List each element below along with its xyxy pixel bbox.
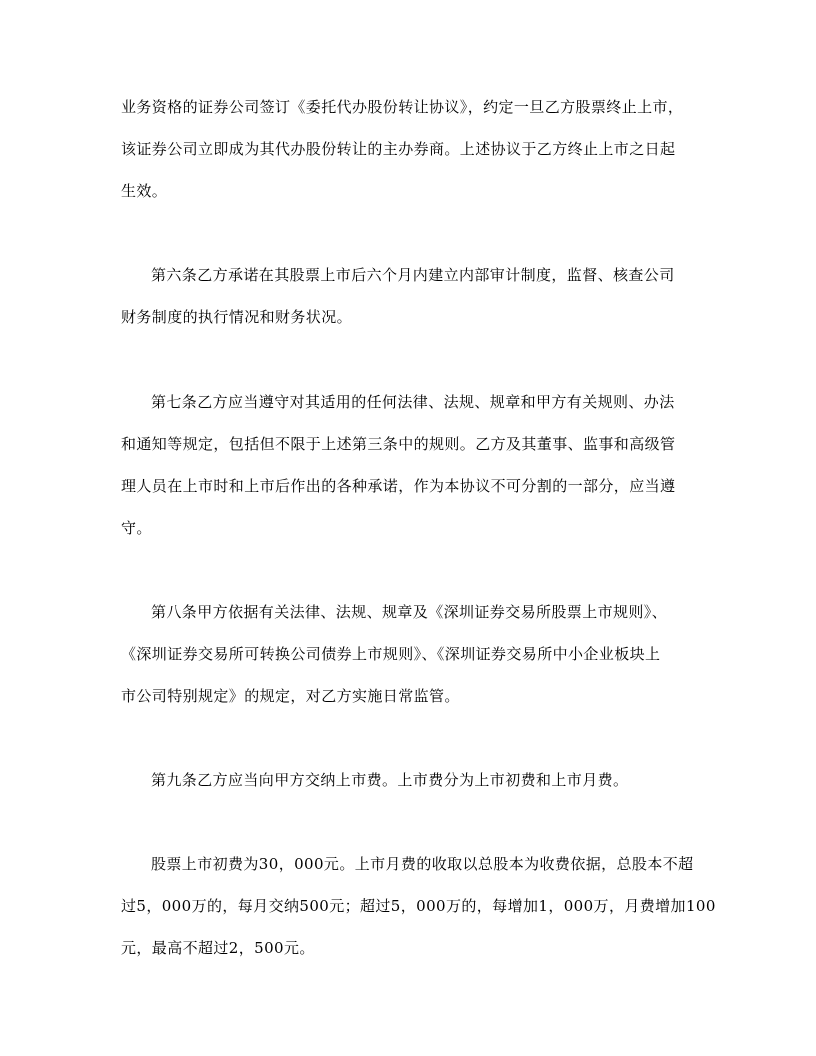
paragraph-line: 业务资格的证券公司签订《委托代办股份转让协议》，约定一旦乙方股票终止上市， bbox=[121, 98, 684, 116]
paragraph-line: 该证券公司立即成为其代办股份转让的主办券商。上述协议于乙方终止上市之日起 bbox=[121, 140, 676, 158]
paragraph-line: 元，最高不超过2，500元。 bbox=[121, 939, 315, 957]
paragraph-line: 第八条甲方依据有关法律、法规、规章及《深圳证券交易所股票上市规则》、 bbox=[151, 603, 668, 621]
paragraph-line: 生效。 bbox=[121, 182, 168, 200]
paragraph-line: 过5，000万的，每月交纳500元；超过5，000万的，每增加1，000万，月费增加100 bbox=[121, 897, 716, 915]
paragraph-line: 市公司特别规定》的规定，对乙方实施日常监管。 bbox=[121, 687, 460, 705]
paragraph-line: 股票上市初费为30，000元。上市月费的收取以总股本为收费依据，总股本不超 bbox=[151, 855, 694, 873]
paragraph-line: 理人员在上市时和上市后作出的各种承诺，作为本协议不可分割的一部分，应当遵 bbox=[121, 477, 676, 495]
paragraph-line: 第六条乙方承诺在其股票上市后六个月内建立内部审计制度，监督、核查公司 bbox=[151, 266, 675, 284]
paragraph-line: 第九条乙方应当向甲方交纳上市费。上市费分为上市初费和上市月费。 bbox=[151, 771, 629, 789]
paragraph-line: 财务制度的执行情况和财务状况。 bbox=[121, 308, 353, 326]
paragraph-line: 守。 bbox=[121, 519, 152, 537]
paragraph-line: 第七条乙方应当遵守对其适用的任何法律、法规、规章和甲方有关规则、办法 bbox=[151, 393, 675, 411]
paragraph-line: 和通知等规定，包括但不限于上述第三条中的规则。乙方及其董事、监事和高级管 bbox=[121, 435, 676, 453]
paragraph-line: 《深圳证券交易所可转换公司债券上市规则》、《深圳证券交易所中小企业板块上 bbox=[121, 645, 661, 663]
